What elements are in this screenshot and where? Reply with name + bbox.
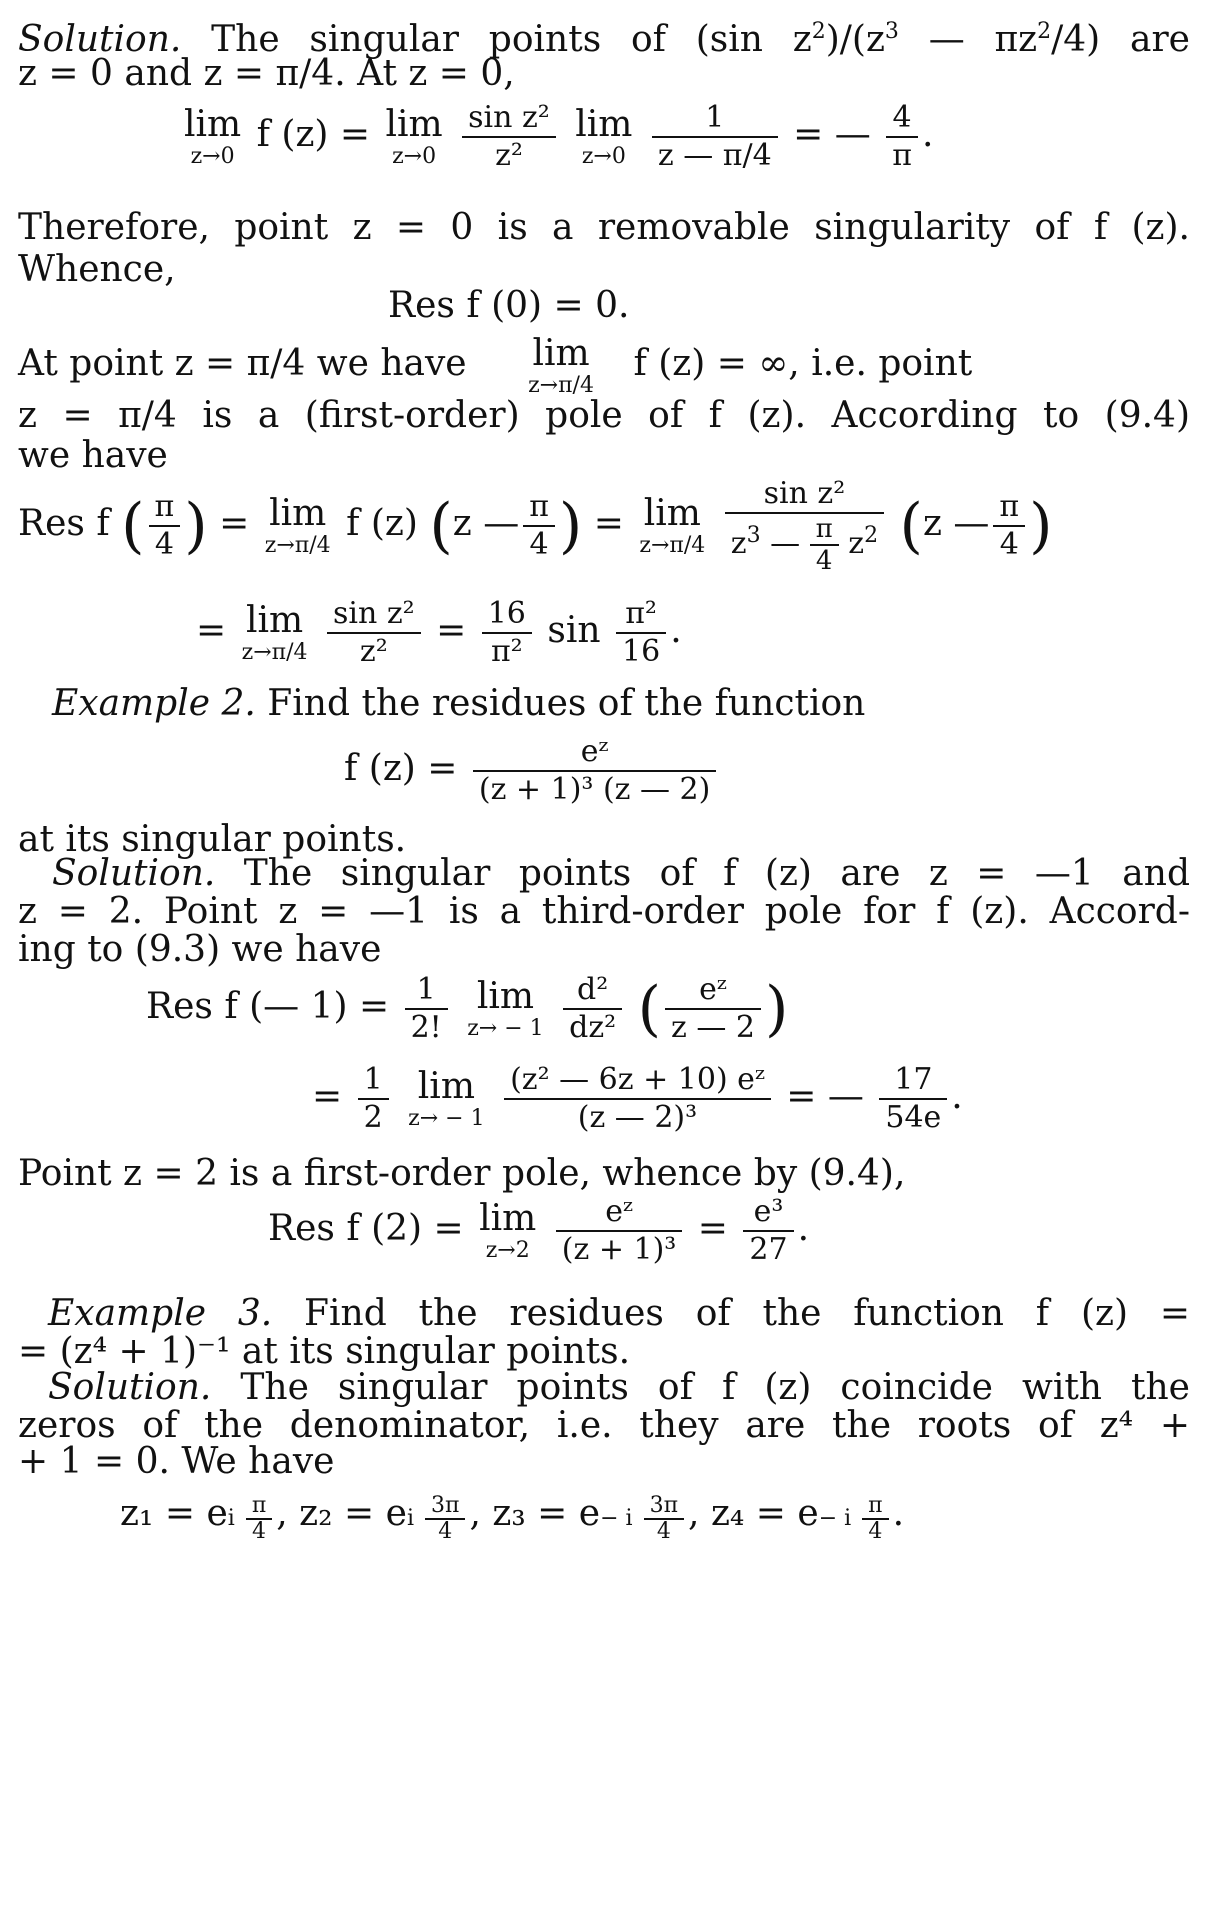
text-line: Point z = 2 is a first-order pole, whence by (9.4),	[18, 1153, 906, 1194]
equation-limit-at-zero: lim z→0 f (z) = lim z→0 $\frac{\text{sin z²}}{\text{z²}}$ lim z→0 $\frac{1}{z — \pi/4}$ = — $\frac{4}{\pi}$ .	[184, 100, 934, 173]
text-line: = (z⁴ + 1)⁻¹ at its singular points.	[18, 1331, 631, 1372]
equation-res-zero: Res f (0) = 0.	[388, 285, 630, 326]
text-line: z = π/4 is a (first-order) pole of f (z). According to (9.4)	[18, 395, 1190, 436]
equation-res-minus-one-result: = $\frac{1}{2}$ lim z→ − 1 $\frac{\text{(z² — 6z + 10) eᶻ}}{\text{(z — 2)³}}$ = — $\frac{17}{54e}$ .	[312, 1062, 963, 1135]
text-line: Solution. The singular points of f (z) coincide with the	[48, 1367, 1190, 1408]
lim-operator: lim z→π/4	[528, 333, 594, 398]
lim-operator: lim z→π/4	[639, 493, 706, 558]
fraction-ez-over-den: $\frac{\text{eᶻ}}{\text{(z + 1)³ (z — 2)}}$	[473, 734, 716, 808]
fraction-sin-over-poly: sin z² $z^3$ — $\frac{\pi}{4}$ $z^2$	[725, 476, 884, 576]
equation-roots: z₁ = ei $\frac{\pi}{4}$ , z₂ = ei $\frac{3\pi}{4}$ , z₃ = e− i $\frac{3\pi}{4}$ , z₄ = e− i $\frac{\pi}{4}$ .	[120, 1493, 905, 1544]
fz-eq: f (z) =	[256, 114, 371, 155]
fraction-pi-over-4: $\frac{\pi}{4}$	[149, 489, 181, 563]
text-line: we have	[18, 435, 168, 476]
equals-minus: = —	[793, 114, 871, 155]
fraction-e3-over-27: $\frac{\text{e³}}{27}$	[743, 1194, 793, 1268]
fraction-sin-over-z2: $\frac{\text{sin z²}}{\text{z²}}$	[462, 100, 556, 174]
fraction-4-over-pi: $\frac{4}{\pi}$	[886, 100, 918, 174]
text-line: Therefore, point z = 0 is a removable singularity of f (z).	[18, 207, 1190, 248]
fraction-one-half: $\frac{1}{2}$	[358, 1062, 389, 1136]
equation-res-minus-one: Res f (— 1) = $\frac{1}{2!}$ lim z→ − 1 $\frac{\text{d²}}{\text{dz²}}$ ( $\frac{\text{eᶻ}}{z — 2}$ )	[146, 972, 789, 1045]
lim-operator: lim z→0	[184, 104, 242, 169]
text-line: + 1 = 0. We have	[18, 1441, 335, 1482]
fraction-ez-over-zm2: $\frac{\text{eᶻ}}{z — 2}$	[665, 972, 761, 1046]
fraction-17-over-54e: $\frac{17}{54e}$	[879, 1062, 947, 1136]
equation-residue-pi4-result: = lim z→π/4 $\frac{\text{sin z²}}{\text{z²}}$ = $\frac{16}{\text{π²}}$ sin $\frac{\text{π²}}{16}$ .	[196, 596, 682, 669]
text-line: z = 2. Point z = —1 is a third-order pole for f (z). Accord-	[18, 891, 1190, 932]
equation-function-example-2: f (z) = $\frac{\text{eᶻ}}{\text{(z + 1)³ (z — 2)}}$	[344, 734, 720, 808]
equation-res-two: Res f (2) = lim z→2 $\frac{\text{eᶻ}}{\text{(z + 1)³}}$ = $\frac{\text{e³}}{27}$ .	[268, 1194, 810, 1267]
text-line: zeros of the denominator, i.e. they are the roots of z⁴ +	[18, 1405, 1190, 1446]
lim-operator: lim z→ − 1	[408, 1066, 485, 1131]
text-line: Solution. The singular points of f (z) are z = —1 and	[52, 853, 1190, 894]
fraction-ez-over-cube: $\frac{\text{eᶻ}}{\text{(z + 1)³}}$	[556, 1194, 683, 1268]
fraction-one-over-2fact: $\frac{1}{2!}$	[405, 972, 448, 1046]
text-line: ing to (9.3) we have	[18, 929, 382, 970]
fraction-pi-over-4: $\frac{\pi}{4}$	[523, 489, 555, 563]
text-line: At point z = π/4 we have lim z→π/4 f (z) = ∞, i.e. point	[18, 333, 973, 398]
fraction-one-over: $\frac{1}{z — \pi/4}$	[652, 100, 778, 174]
fraction-sin-over-z2: $\frac{\text{sin z²}}{\text{z²}}$	[327, 596, 421, 670]
fraction-d2-dz2: $\frac{\text{d²}}{\text{dz²}}$	[563, 972, 622, 1046]
equation-residue-pi4: Res f ( $\frac{\pi}{4}$ ) = lim z→π/4 f (z) (z — $\frac{\pi}{4}$ ) = lim z→π/4 sin z² $z^3$ — $\frac{\pi}{4}$ $z^2$ (z — $\frac{\pi}{4}$ )	[18, 476, 1053, 576]
text-line: at its singular points.	[18, 819, 407, 860]
lim-operator: lim z→0	[385, 104, 443, 169]
text-line: Solution. The singular points of (sin $z^2)/(z^3$ — $\pi z^2/4$) are	[18, 19, 1190, 60]
lim-operator: lim z→π/4	[241, 600, 308, 665]
lim-operator: lim z→π/4	[264, 493, 331, 558]
lim-operator: lim z→2	[479, 1198, 537, 1263]
fraction-pi2-over-16: $\frac{\text{π²}}{16}$	[616, 596, 666, 670]
example-3-heading: Example 3. Find the residues of the function f (z) =	[48, 1293, 1190, 1334]
example-2-heading: Example 2. Find the residues of the function	[52, 683, 866, 724]
fraction-16-over-pi2: $\frac{16}{\text{π²}}$	[482, 596, 532, 670]
solution-label: Solution.	[18, 19, 182, 60]
text-line: Whence,	[18, 249, 176, 290]
lim-operator: lim z→0	[575, 104, 633, 169]
fraction-pi-over-4: $\frac{\pi}{4}$	[993, 489, 1025, 563]
lim-operator: lim z→ − 1	[467, 976, 544, 1041]
text-line: z = 0 and z = π/4. At z = 0,	[18, 53, 515, 94]
fraction-poly-over-cube: $\frac{\text{(z² — 6z + 10) eᶻ}}{\text{(z — 2)³}}$	[504, 1062, 771, 1136]
